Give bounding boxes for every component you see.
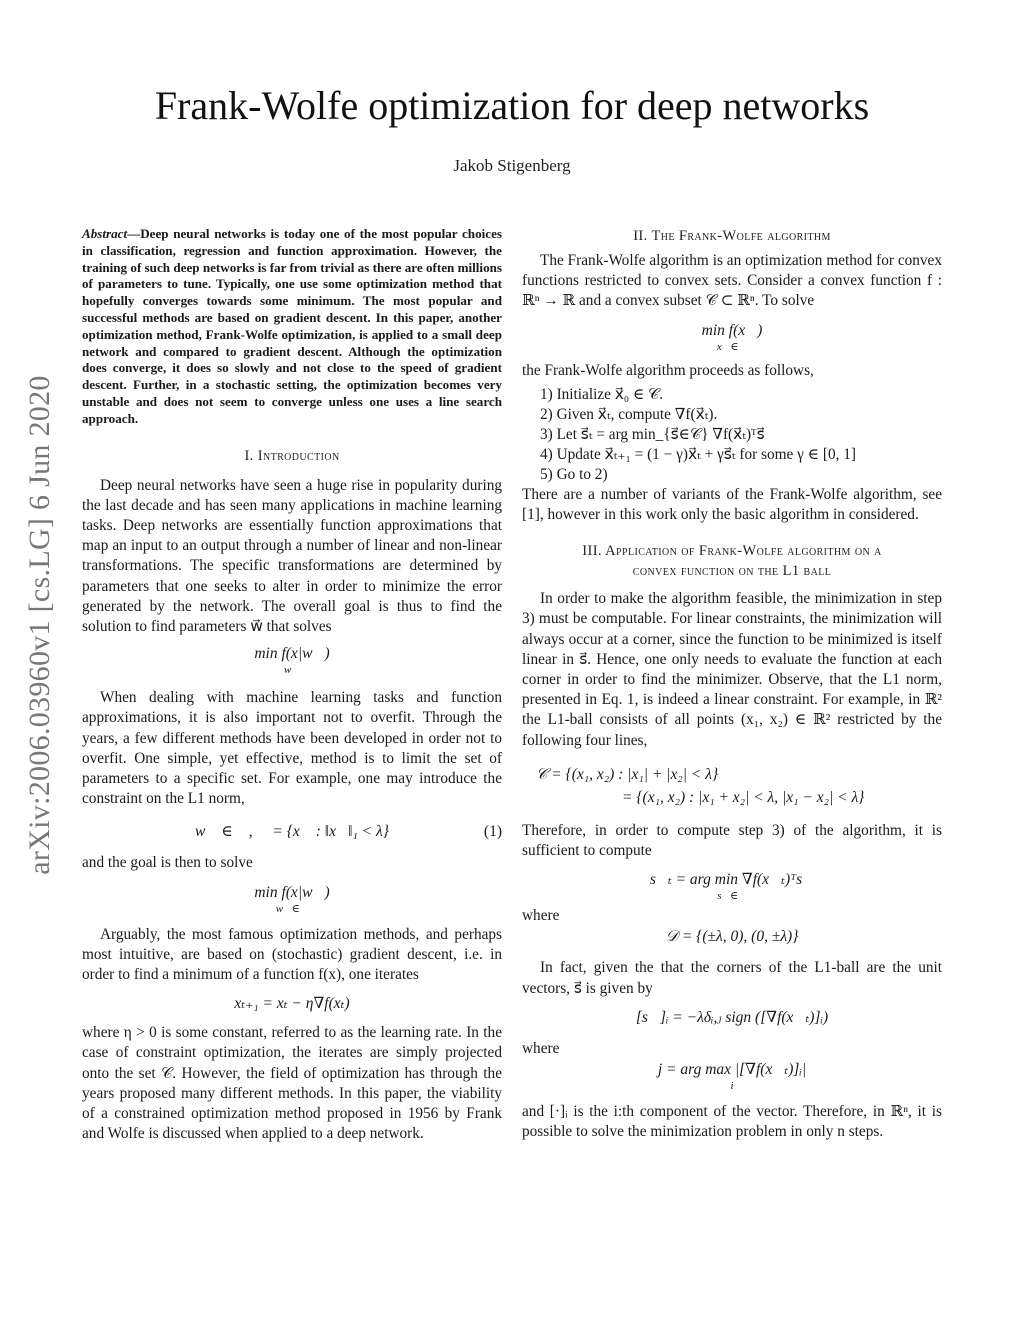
algorithm-step: 2) Given x⃗ₜ, compute ∇f(x⃗ₜ). xyxy=(540,405,718,423)
equation-subscript: i xyxy=(730,1080,734,1093)
equation-min-fw xyxy=(82,643,502,676)
intro-paragraph-3: and the goal is then to solve xyxy=(82,854,253,872)
equation-argmax-index xyxy=(522,1059,942,1092)
application-paragraph-6: and [·]ᵢ is the i:th component of the vector. Therefore, in ℝⁿ, it is possible to solve the minimization problem in only n steps. xyxy=(522,1103,942,1141)
heading-line-1: III. Application of Frank-Wolfe algorithm on a xyxy=(582,543,882,560)
paper-title: Frank-Wolfe optimization for deep networks xyxy=(154,83,870,128)
equation-s-components: [s⃗]ᵢ = −λδᵢ,ⱼ sign ([∇f(x⃗ₜ)]ᵢ) xyxy=(635,1008,829,1026)
application-paragraph-1: In order to make the algorithm feasible, the minimization in step 3) must be computable. For linear constraints, the minimization will always occur at a corner, since the function to be minimized is itself linear in s⃗. Hence, one only needs to evaluate the function at each corner in order to find the minimizer. Observe, that the L1 norm, presented in Eq. 1, is indeed a linear constraint. For example, in ℝ² the L1-ball consists of all points (x₁, x₂) ∈ ℝ² restricted by the following four lines, xyxy=(522,590,942,749)
equation-l1-ball-set xyxy=(522,763,942,809)
equation-1-l1-constraint xyxy=(82,821,502,843)
intro-paragraph-1: Deep neural networks have seen a huge rise in popularity during the last decade and has seen many applications in machine learning tasks. Deep networks are essentially function approximations that map an input to an output through a number of linear and non-linear transformations. The specific transformations are determined by parameters that one seeks to alter in order to minimize the error generated by the network. The overall goal is thus to find the solution to find parameters w⃗ that solves xyxy=(82,476,502,635)
right-column xyxy=(522,226,942,1142)
algorithm-step: 1) Initialize x⃗₀ ∈ 𝒞. xyxy=(540,385,664,403)
application-paragraph-2: Therefore, in order to compute step 3) of the algorithm, it is sufficient to compute xyxy=(522,821,942,860)
algorithm-step: 4) Update x⃗ₜ₊₁ = (1 − γ)x⃗ₜ + γs⃗ₜ for some γ ∈ [0, 1] xyxy=(540,445,857,463)
algorithm-step: 3) Let s⃗ₜ = arg min_{s⃗∈𝒞} ∇f(x⃗ₜ)ᵀs⃗ xyxy=(540,425,765,443)
fw-paragraph-2: the Frank-Wolfe algorithm proceeds as follows, xyxy=(522,361,814,379)
abstract-label: Abstract xyxy=(82,226,128,241)
algorithm-step: 5) Go to 2) xyxy=(540,465,608,483)
equation-constrained-min xyxy=(82,882,502,915)
left-column xyxy=(82,226,502,1144)
equation-subscript: x⃗∈𝒞 xyxy=(716,340,748,353)
equation-main: s⃗ₜ = arg min ∇f(x⃗ₜ)ᵀs⃗ xyxy=(649,871,815,889)
intro-paragraph-2: When dealing with machine learning tasks and function approximations, it is also important not to overfit. Through the years, a few different methods have been developed in order not to overfit. One simple, yet effective, method is to limit the set of parameters to a specific set. For example, one may introduce the constraint on the L1 norm, xyxy=(82,689,502,808)
equation-subscript: s⃗∈𝒟 xyxy=(717,890,747,903)
application-paragraph-4: In fact, given the that the corners of the L1-ball are the unit vectors, s⃗ is given by xyxy=(522,959,942,997)
equation-gradient-descent: xₜ₊₁ = xₜ − η∇f(xₜ) xyxy=(234,995,350,1013)
equation-main: j = arg max |[∇f(x⃗ₜ)]ᵢ| xyxy=(657,1061,807,1079)
equation-argmin-corners xyxy=(522,869,942,902)
section-heading-application xyxy=(522,541,942,581)
equation-d-set: 𝒟 = {(±λ, 0), (0, ±λ)} xyxy=(665,928,799,946)
application-paragraph-5: where xyxy=(522,1039,560,1057)
equation-subscript: w⃗ xyxy=(284,664,300,677)
abstract xyxy=(82,226,502,428)
fw-paragraph-3: There are a number of variants of the Frank-Wolfe algorithm, see [1], however in this work only the basic algorithm in considered. xyxy=(522,485,942,524)
section-heading-frank-wolfe: II. The Frank-Wolfe algorithm xyxy=(633,228,831,244)
equation-number: (1) xyxy=(483,823,502,841)
equation-main: min f(x|w⃗) xyxy=(254,883,330,901)
intro-paragraph-4: Arguably, the most famous optimization methods, and perhaps most intuitive, are based on (stochastic) gradient descent, i.e. in order to find a minimum of a function f(x), one iterates xyxy=(82,925,502,984)
equation-line-2: = {(x₁, x₂) : |x₁ + x₂| < λ, |x₁ − x₂| < λ} xyxy=(622,788,865,806)
equation-subscript: w⃗∈𝒞 xyxy=(275,902,309,915)
intro-paragraph-5: where η > 0 is some constant, referred to as the learning rate. In the case of constraint optimization, the iterates are simply projected onto the set 𝒞. However, the field of optimization has through the years proposed many different methods. In this paper, the viability of a constrained optimization method proposed in 1956 by Frank and Wolfe is discussed when applied to a deep network. xyxy=(82,1024,502,1143)
heading-line-2: convex function on the L1 ball xyxy=(632,563,832,580)
author-name: Jakob Stigenberg xyxy=(453,156,571,175)
algorithm-steps xyxy=(522,385,942,485)
section-heading-introduction: I. Introduction xyxy=(244,447,340,464)
equation-main: min f(x|w⃗) xyxy=(254,645,330,663)
fw-paragraph-1: The Frank-Wolfe algorithm is an optimization method for convex functions restricted to convex sets. Consider a convex function f : ℝⁿ → ℝ and a convex subset 𝒞 ⊂ ℝⁿ. To solve xyxy=(522,252,942,310)
application-paragraph-3: where xyxy=(522,907,560,925)
abstract-text: —Deep neural networks is today one of the most popular choices in classification, regression and function approximation. However, the training of such deep networks is far from trivial as there are often millions of parameters to tune. Typically, one use some optimization method that hopefully converges towards some minimum. The most popular and successful methods are based on gradient descent. In this paper, another optimization method, Frank-Wolfe optimization, is applied to a small deep network and compared to gradient descent. Although the optimization does converge, it does so slowly and not close to the speed of gradient descent. Further, in a stochastic setting, the optimization becomes very unstable and does not seem to converge unless one uses a line search approach. xyxy=(82,226,502,426)
equation-main: min f(x⃗) xyxy=(701,321,763,339)
arxiv-stamp: arXiv:2006.03960v1 [cs.LG] 6 Jun 2020 xyxy=(23,375,56,875)
equation-line-1: 𝒞 = {(x₁, x₂) : |x₁| + |x₂| < λ} xyxy=(536,765,719,783)
equation-min-fx xyxy=(522,320,942,353)
equation-main: w⃗ ∈ 𝒞, 𝒞 = {x⃗ : ‖x⃗‖₁ < λ} xyxy=(195,823,389,841)
